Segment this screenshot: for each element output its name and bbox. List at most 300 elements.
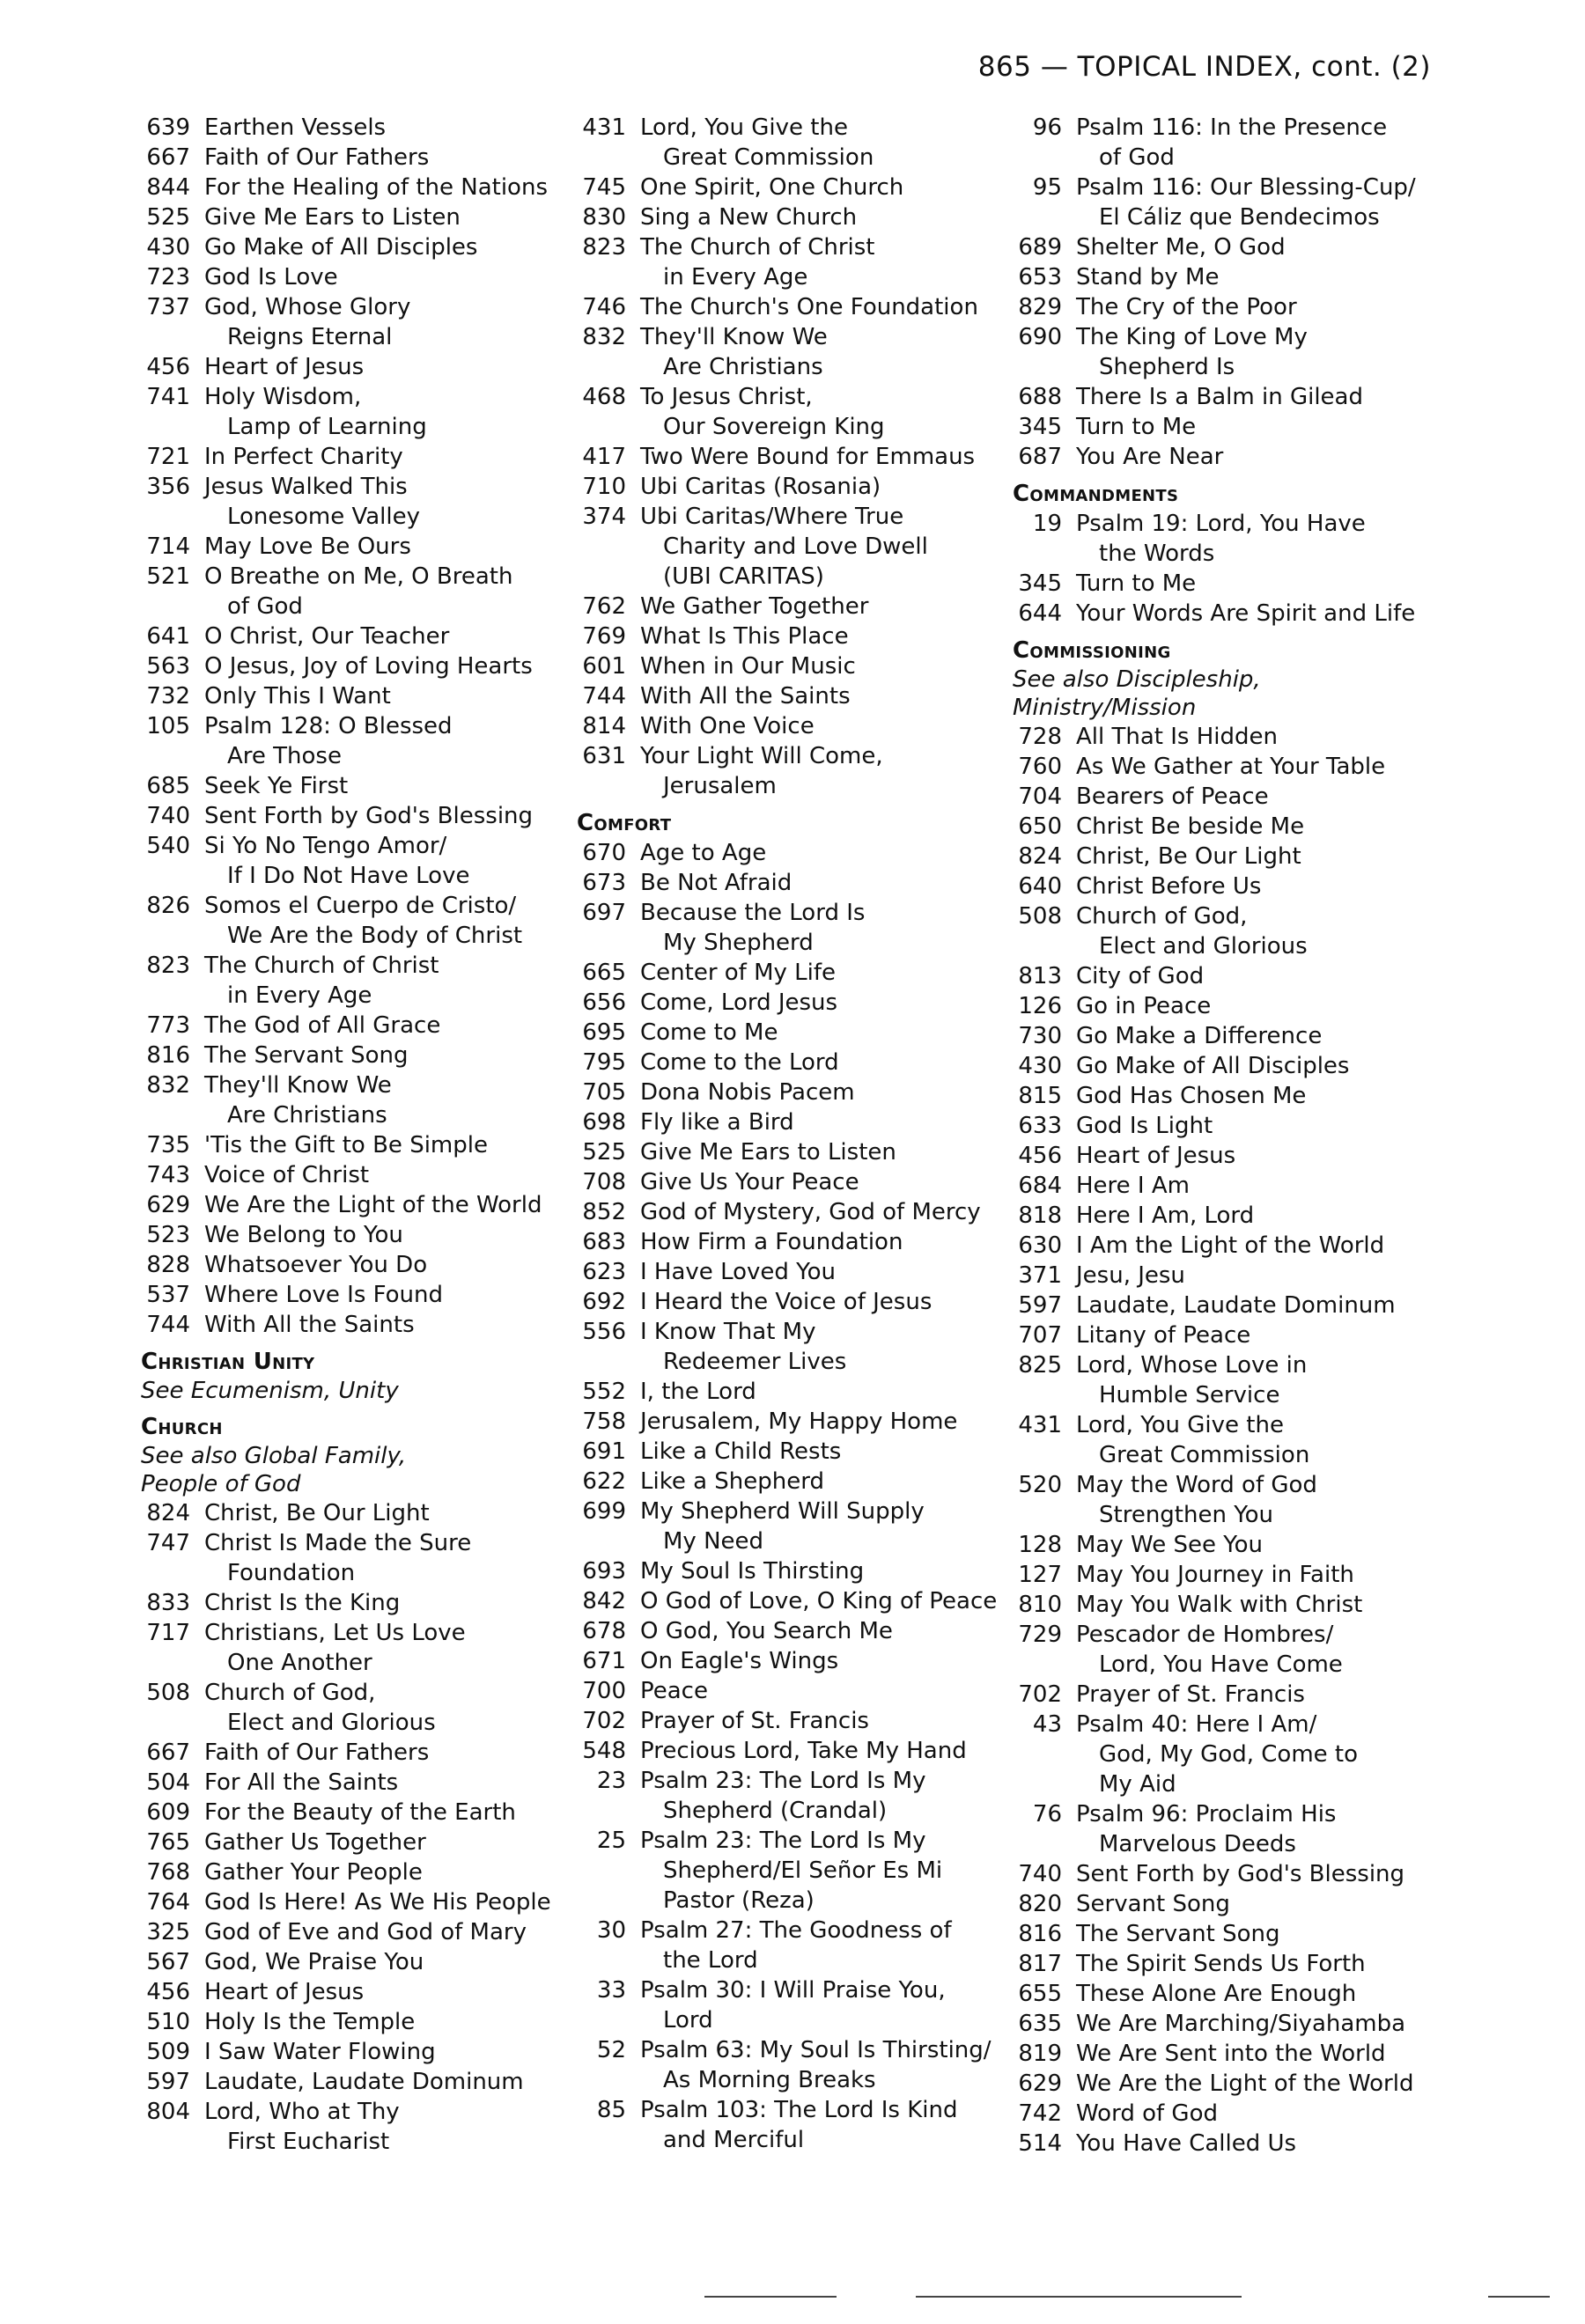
hymn-title: O Jesus, Joy of Loving Hearts bbox=[204, 653, 533, 680]
hymn-number: 650 bbox=[1018, 813, 1062, 840]
hymn-number: 702 bbox=[1018, 1681, 1062, 1708]
hymn-number: 356 bbox=[146, 474, 190, 500]
index-entry bbox=[1013, 842, 1471, 872]
hymn-title: Whatsoever You Do bbox=[204, 1252, 428, 1278]
hymn-number: 804 bbox=[146, 2099, 190, 2125]
hymn-number: 688 bbox=[1018, 384, 1062, 410]
hymn-number: 325 bbox=[146, 1919, 190, 1945]
hymn-title: Christ, Be Our Light bbox=[1076, 843, 1301, 870]
hymn-title: God Is Light bbox=[1076, 1113, 1213, 1139]
index-entry bbox=[141, 1070, 599, 1130]
hymn-number: 673 bbox=[582, 870, 626, 896]
hymn-number: 597 bbox=[1018, 1292, 1062, 1319]
hymn-number: 819 bbox=[1018, 2041, 1062, 2067]
index-entry bbox=[577, 1377, 1035, 1407]
hymn-number: 743 bbox=[146, 1162, 190, 1188]
hymn-number: 714 bbox=[146, 533, 190, 560]
hymn-number: 704 bbox=[1018, 783, 1062, 810]
hymn-number: 52 bbox=[596, 2037, 626, 2063]
index-entry bbox=[141, 1528, 599, 1588]
hymn-title: We Belong to You bbox=[204, 1222, 403, 1248]
hymn-number: 687 bbox=[1018, 444, 1062, 470]
hymn-title: Jesu, Jesu bbox=[1076, 1262, 1185, 1289]
hymn-title: God, Whose Glory bbox=[204, 294, 411, 320]
index-entry bbox=[141, 2067, 599, 2097]
index-entry bbox=[1013, 1680, 1471, 1710]
topic-heading: Christian Unity bbox=[141, 1349, 315, 1375]
hymn-title: You Are Near bbox=[1076, 444, 1224, 470]
hymn-number: 728 bbox=[1018, 724, 1062, 750]
hymn-title: With All the Saints bbox=[204, 1312, 415, 1338]
hymn-number: 510 bbox=[146, 2009, 190, 2035]
index-entry bbox=[577, 1437, 1035, 1467]
hymn-number: 508 bbox=[1018, 903, 1062, 930]
index-entry bbox=[141, 1130, 599, 1160]
index-entry bbox=[577, 502, 1035, 592]
hymn-number: 630 bbox=[1018, 1232, 1062, 1259]
hymn-number: 684 bbox=[1018, 1173, 1062, 1199]
index-entry bbox=[1013, 113, 1471, 173]
hymn-number: 826 bbox=[146, 893, 190, 919]
index-entry bbox=[577, 1646, 1035, 1676]
hymn-number: 509 bbox=[146, 2039, 190, 2065]
hymn-number: 689 bbox=[1018, 234, 1062, 261]
hymn-number: 692 bbox=[582, 1289, 626, 1315]
hymn-title: 'Tis the Gift to Be Simple bbox=[204, 1132, 488, 1158]
hymn-title-continuation: My Shepherd bbox=[663, 930, 814, 956]
hymn-number: 525 bbox=[146, 204, 190, 231]
hymn-title: The God of All Grace bbox=[204, 1012, 441, 1039]
index-entry bbox=[1013, 1261, 1471, 1291]
index-entry bbox=[1013, 1111, 1471, 1141]
index-entry bbox=[141, 1768, 599, 1798]
hymn-title: In Perfect Charity bbox=[204, 444, 403, 470]
hymn-title: Word of God bbox=[1076, 2100, 1218, 2127]
index-entry bbox=[141, 1678, 599, 1738]
hymn-number: 832 bbox=[582, 324, 626, 350]
hymn-number: 705 bbox=[582, 1079, 626, 1106]
hymn-title: O God, You Search Me bbox=[640, 1618, 893, 1644]
hymn-number: 820 bbox=[1018, 1891, 1062, 1917]
hymn-number: 823 bbox=[582, 234, 626, 261]
hymn-number: 735 bbox=[146, 1132, 190, 1158]
hymn-title: The Church's One Foundation bbox=[640, 294, 978, 320]
hymn-number: 552 bbox=[582, 1379, 626, 1405]
hymn-number: 95 bbox=[1032, 174, 1062, 201]
index-entry bbox=[1013, 1919, 1471, 1949]
index-entry bbox=[1013, 173, 1471, 232]
hymn-title-continuation: We Are the Body of Christ bbox=[227, 923, 523, 949]
hymn-title: Psalm 23: The Lord Is My bbox=[640, 1828, 926, 1854]
index-entry bbox=[577, 651, 1035, 681]
hymn-title: Faith of Our Fathers bbox=[204, 1739, 430, 1766]
index-entry bbox=[1013, 1231, 1471, 1261]
hymn-title: Precious Lord, Take My Hand bbox=[640, 1738, 967, 1764]
hymn-title: These Alone Are Enough bbox=[1076, 1981, 1357, 2007]
index-entry bbox=[1013, 569, 1471, 599]
hymn-number: 468 bbox=[582, 384, 626, 410]
hymn-title: Lord, Who at Thy bbox=[204, 2099, 400, 2125]
hymn-title: Christ Is the King bbox=[204, 1590, 401, 1616]
index-entry bbox=[577, 1556, 1035, 1586]
hymn-number: 816 bbox=[146, 1042, 190, 1069]
hymn-number: 653 bbox=[1018, 264, 1062, 290]
hymn-title: They'll Know We bbox=[640, 324, 828, 350]
hymn-number: 747 bbox=[146, 1530, 190, 1556]
hymn-title: God, We Praise You bbox=[204, 1949, 424, 1975]
hymn-title: Turn to Me bbox=[1076, 414, 1197, 440]
hymn-title: Shelter Me, O God bbox=[1076, 234, 1286, 261]
hymn-number: 810 bbox=[1018, 1592, 1062, 1618]
index-entry bbox=[141, 1160, 599, 1190]
index-entry bbox=[141, 562, 599, 621]
index-entry bbox=[1013, 2009, 1471, 2039]
index-entry bbox=[577, 173, 1035, 202]
hymn-title: Go Make a Difference bbox=[1076, 1023, 1323, 1049]
hymn-number: 128 bbox=[1018, 1532, 1062, 1558]
hymn-title: Christ, Be Our Light bbox=[204, 1500, 430, 1526]
see-also-note: See also Discipleship, bbox=[1013, 666, 1261, 693]
hymn-number: 635 bbox=[1018, 2011, 1062, 2037]
hymn-title-continuation: Great Commission bbox=[1099, 1442, 1310, 1468]
index-entry bbox=[141, 651, 599, 681]
hymn-number: 504 bbox=[146, 1769, 190, 1796]
hymn-title: As We Gather at Your Table bbox=[1076, 754, 1386, 780]
hymn-number: 640 bbox=[1018, 873, 1062, 900]
hymn-title: Be Not Afraid bbox=[640, 870, 792, 896]
index-entry bbox=[577, 1317, 1035, 1377]
hymn-title: I Am the Light of the World bbox=[1076, 1232, 1385, 1259]
index-entry bbox=[1013, 1320, 1471, 1350]
index-entry bbox=[141, 1917, 599, 1947]
index-entry bbox=[1013, 442, 1471, 472]
index-entry bbox=[141, 1618, 599, 1678]
index-entry bbox=[141, 801, 599, 831]
hymn-title: Give Us Your Peace bbox=[640, 1169, 859, 1195]
hymn-title: Lord, You Give the bbox=[1076, 1412, 1284, 1438]
index-entry bbox=[141, 1947, 599, 1977]
index-entry bbox=[577, 1077, 1035, 1107]
hymn-number: 23 bbox=[596, 1768, 626, 1794]
hymn-title: My Soul Is Thirsting bbox=[640, 1558, 865, 1585]
hymn-title-continuation: the Words bbox=[1099, 541, 1215, 567]
index-entry bbox=[1013, 1979, 1471, 2009]
index-entry bbox=[141, 2097, 599, 2157]
index-entry bbox=[577, 592, 1035, 621]
hymn-title: To Jesus Christ, bbox=[640, 384, 813, 410]
page-header bbox=[978, 51, 1431, 83]
hymn-number: 629 bbox=[146, 1192, 190, 1218]
hymn-title-continuation: Shepherd (Crandal) bbox=[663, 1798, 888, 1824]
index-entry bbox=[141, 1011, 599, 1041]
index-entry bbox=[141, 1220, 599, 1250]
hymn-title-continuation: and Merciful bbox=[663, 2127, 805, 2153]
hymn-title-continuation: Marvelous Deeds bbox=[1099, 1831, 1296, 1857]
hymn-number: 842 bbox=[582, 1588, 626, 1614]
index-entry bbox=[1013, 1021, 1471, 1051]
index-entry bbox=[577, 442, 1035, 472]
index-entry bbox=[577, 322, 1035, 382]
hymn-title: Because the Lord Is bbox=[640, 900, 866, 926]
hymn-title: O Breathe on Me, O Breath bbox=[204, 563, 513, 590]
hymn-number: 374 bbox=[582, 504, 626, 530]
hymn-number: 667 bbox=[146, 1739, 190, 1766]
hymn-number: 769 bbox=[582, 623, 626, 650]
hymn-number: 768 bbox=[146, 1859, 190, 1886]
hymn-number: 745 bbox=[582, 174, 626, 201]
hymn-number: 641 bbox=[146, 623, 190, 650]
hymn-number: 520 bbox=[1018, 1472, 1062, 1498]
hymn-number: 813 bbox=[1018, 963, 1062, 989]
index-entry bbox=[577, 1706, 1035, 1736]
hymn-title: Laudate, Laudate Dominum bbox=[1076, 1292, 1396, 1319]
hymn-title: The Church of Christ bbox=[204, 952, 439, 979]
index-entry bbox=[1013, 322, 1471, 382]
hymn-title: We Are the Light of the World bbox=[1076, 2070, 1414, 2097]
index-entry bbox=[1013, 1141, 1471, 1171]
index-entry bbox=[141, 202, 599, 232]
hymn-number: 540 bbox=[146, 833, 190, 859]
hymn-number: 665 bbox=[582, 960, 626, 986]
hymn-title: There Is a Balm in Gilead bbox=[1076, 384, 1363, 410]
hymn-title-continuation: Are Christians bbox=[227, 1102, 387, 1129]
hymn-number: 742 bbox=[1018, 2100, 1062, 2127]
hymn-title: On Eagle's Wings bbox=[640, 1648, 839, 1674]
index-entry bbox=[577, 838, 1035, 868]
index-entry bbox=[1013, 509, 1471, 569]
hymn-title: May You Journey in Faith bbox=[1076, 1562, 1354, 1588]
hymn-title: Prayer of St. Francis bbox=[1076, 1681, 1305, 1708]
hymn-title: Heart of Jesus bbox=[204, 1979, 365, 2005]
index-entry bbox=[577, 1407, 1035, 1437]
hymn-title: Church of God, bbox=[1076, 903, 1248, 930]
hymn-number: 824 bbox=[146, 1500, 190, 1526]
hymn-number: 417 bbox=[582, 444, 626, 470]
hymn-title: Psalm 96: Proclaim His bbox=[1076, 1801, 1337, 1828]
hymn-number: 456 bbox=[146, 1979, 190, 2005]
index-entry bbox=[577, 988, 1035, 1018]
hymn-number: 773 bbox=[146, 1012, 190, 1039]
hymn-title: Center of My Life bbox=[640, 960, 837, 986]
hymn-title: Ubi Caritas/Where True bbox=[640, 504, 904, 530]
index-entry bbox=[141, 1738, 599, 1768]
hymn-title: Psalm 128: O Blessed bbox=[204, 713, 453, 739]
index-entry bbox=[577, 1826, 1035, 1916]
index-entry bbox=[141, 831, 599, 891]
hymn-number: 697 bbox=[582, 900, 626, 926]
index-entry bbox=[1013, 1201, 1471, 1231]
hymn-number: 764 bbox=[146, 1889, 190, 1916]
hymn-title: The King of Love My bbox=[1076, 324, 1308, 350]
hymn-number: 597 bbox=[146, 2069, 190, 2095]
hymn-title: Heart of Jesus bbox=[1076, 1143, 1236, 1169]
index-entry bbox=[141, 262, 599, 292]
index-entry bbox=[1013, 2099, 1471, 2129]
index-entry bbox=[1013, 872, 1471, 901]
hymn-title: I Saw Water Flowing bbox=[204, 2039, 436, 2065]
index-column-1 bbox=[141, 113, 599, 2157]
index-entry bbox=[1013, 599, 1471, 629]
hymn-title: Lord, You Give the bbox=[640, 114, 848, 141]
hymn-title: Psalm 27: The Goodness of bbox=[640, 1917, 952, 1944]
see-also-note: Ministry/Mission bbox=[1013, 695, 1197, 721]
hymn-title: When in Our Music bbox=[640, 653, 856, 680]
hymn-title: I Know That My bbox=[640, 1319, 816, 1345]
hymn-title: One Spirit, One Church bbox=[640, 174, 904, 201]
index-entry bbox=[577, 2095, 1035, 2155]
hymn-number: 456 bbox=[1018, 1143, 1062, 1169]
hymn-number: 685 bbox=[146, 773, 190, 799]
index-entry bbox=[141, 1887, 599, 1917]
hymn-title: City of God bbox=[1076, 963, 1205, 989]
index-entry bbox=[1013, 812, 1471, 842]
index-entry bbox=[141, 771, 599, 801]
hymn-title: O God of Love, O King of Peace bbox=[640, 1588, 998, 1614]
hymn-number: 817 bbox=[1018, 1951, 1062, 1977]
hymn-title: Lord, Whose Love in bbox=[1076, 1352, 1308, 1379]
index-entry bbox=[577, 621, 1035, 651]
hymn-title: Stand by Me bbox=[1076, 264, 1220, 290]
hymn-title: Faith of Our Fathers bbox=[204, 144, 430, 171]
hymn-number: 828 bbox=[146, 1252, 190, 1278]
hymn-title: God Has Chosen Me bbox=[1076, 1083, 1307, 1109]
index-entry bbox=[141, 143, 599, 173]
hymn-title: Christ Is Made the Sure bbox=[204, 1530, 472, 1556]
hymn-title: Christians, Let Us Love bbox=[204, 1620, 466, 1646]
index-entry bbox=[1013, 1171, 1471, 1201]
hymn-title: The Spirit Sends Us Forth bbox=[1076, 1951, 1366, 1977]
hymn-title: Give Me Ears to Listen bbox=[640, 1139, 896, 1166]
hymn-number: 430 bbox=[1018, 1053, 1062, 1079]
hymn-number: 430 bbox=[146, 234, 190, 261]
index-entry bbox=[1013, 1710, 1471, 1799]
hymn-number: 710 bbox=[582, 474, 626, 500]
hymn-title: Psalm 63: My Soul Is Thirsting/ bbox=[640, 2037, 992, 2063]
index-entry bbox=[577, 2035, 1035, 2095]
index-entry bbox=[577, 1467, 1035, 1497]
hymn-number: 698 bbox=[582, 1109, 626, 1136]
index-entry bbox=[141, 1280, 599, 1310]
topic-heading: Church bbox=[141, 1414, 223, 1440]
index-entry bbox=[1013, 901, 1471, 961]
index-entry bbox=[141, 951, 599, 1011]
hymn-title: For the Beauty of the Earth bbox=[204, 1799, 516, 1826]
hymn-title: Like a Child Rests bbox=[640, 1438, 842, 1465]
hymn-title: With One Voice bbox=[640, 713, 815, 739]
hymn-number: 667 bbox=[146, 144, 190, 171]
hymn-title-continuation: First Eucharist bbox=[227, 2129, 390, 2155]
hymn-title-continuation: Elect and Glorious bbox=[1099, 933, 1308, 960]
hymn-title: Gather Us Together bbox=[204, 1829, 426, 1856]
hymn-title-continuation: Lord, You Have Come bbox=[1099, 1651, 1343, 1678]
hymn-number: 521 bbox=[146, 563, 190, 590]
hymn-number: 852 bbox=[582, 1199, 626, 1225]
hymn-title: May the Word of God bbox=[1076, 1472, 1317, 1498]
hymn-title-continuation: the Lord bbox=[663, 1947, 758, 1974]
hymn-title: God of Eve and God of Mary bbox=[204, 1919, 527, 1945]
hymn-number: 693 bbox=[582, 1558, 626, 1585]
hymn-title: Pescador de Hombres/ bbox=[1076, 1622, 1334, 1648]
hymn-number: 832 bbox=[146, 1072, 190, 1099]
index-entry bbox=[577, 1227, 1035, 1257]
hymn-number: 717 bbox=[146, 1620, 190, 1646]
hymn-number: 758 bbox=[582, 1408, 626, 1435]
hymn-number: 431 bbox=[1018, 1412, 1062, 1438]
hymn-number: 744 bbox=[146, 1312, 190, 1338]
hymn-number: 609 bbox=[146, 1799, 190, 1826]
hymn-title: Ubi Caritas (Rosania) bbox=[640, 474, 881, 500]
hymn-title: May Love Be Ours bbox=[204, 533, 411, 560]
hymn-title: Gather Your People bbox=[204, 1859, 423, 1886]
page-title: — TOPICAL INDEX, cont. (2) bbox=[1040, 51, 1431, 83]
hymn-title: We Gather Together bbox=[640, 593, 869, 620]
hymn-title: Only This I Want bbox=[204, 683, 391, 710]
hymn-title: For the Healing of the Nations bbox=[204, 174, 548, 201]
hymn-title-continuation: Shepherd Is bbox=[1099, 354, 1235, 380]
hymn-number: 707 bbox=[1018, 1322, 1062, 1349]
hymn-title: How Firm a Foundation bbox=[640, 1229, 903, 1255]
hymn-title-continuation: in Every Age bbox=[227, 982, 372, 1009]
hymn-number: 795 bbox=[582, 1049, 626, 1076]
hymn-title: Age to Age bbox=[640, 840, 767, 866]
hymn-title: May We See You bbox=[1076, 1532, 1264, 1558]
hymn-number: 671 bbox=[582, 1648, 626, 1674]
hymn-title: Turn to Me bbox=[1076, 570, 1197, 597]
hymn-title: Fly like a Bird bbox=[640, 1109, 794, 1136]
index-entry bbox=[1013, 382, 1471, 412]
index-column-3 bbox=[1013, 113, 1471, 2159]
index-entry bbox=[577, 1048, 1035, 1077]
index-entry bbox=[141, 621, 599, 651]
hymn-title: The Church of Christ bbox=[640, 234, 875, 261]
hymn-title-continuation: My Aid bbox=[1099, 1771, 1176, 1798]
index-entry bbox=[1013, 292, 1471, 322]
hymn-number: 670 bbox=[582, 840, 626, 866]
index-entry bbox=[577, 113, 1035, 173]
hymn-number: 371 bbox=[1018, 1262, 1062, 1289]
index-entry bbox=[1013, 1590, 1471, 1620]
hymn-title: Where Love Is Found bbox=[204, 1282, 444, 1308]
index-entry bbox=[141, 681, 599, 711]
hymn-number: 741 bbox=[146, 384, 190, 410]
hymn-title: The Cry of the Poor bbox=[1076, 294, 1297, 320]
index-entry bbox=[141, 472, 599, 532]
see-also-note: See also Global Family, bbox=[141, 1443, 407, 1469]
hymn-title-continuation: Lord bbox=[663, 2007, 713, 2034]
hymn-number: 833 bbox=[146, 1590, 190, 1616]
index-entry bbox=[577, 1586, 1035, 1616]
hymn-title: Christ Before Us bbox=[1076, 873, 1262, 900]
hymn-number: 830 bbox=[582, 204, 626, 231]
hymn-number: 567 bbox=[146, 1949, 190, 1975]
topic-heading: Commissioning bbox=[1013, 637, 1171, 664]
footer-rule bbox=[1488, 2296, 1550, 2298]
hymn-title: Bearers of Peace bbox=[1076, 783, 1269, 810]
index-entry bbox=[1013, 412, 1471, 442]
index-entry bbox=[141, 1857, 599, 1887]
hymn-number: 740 bbox=[1018, 1861, 1062, 1887]
index-entry bbox=[577, 711, 1035, 741]
index-entry bbox=[1013, 1889, 1471, 1919]
hymn-title: Psalm 19: Lord, You Have bbox=[1076, 511, 1366, 537]
hymn-title: Come to the Lord bbox=[640, 1049, 839, 1076]
hymn-number: 825 bbox=[1018, 1352, 1062, 1379]
hymn-number: 96 bbox=[1032, 114, 1062, 141]
index-entry bbox=[577, 898, 1035, 958]
hymn-number: 700 bbox=[582, 1678, 626, 1704]
hymn-title: Psalm 116: Our Blessing-Cup/ bbox=[1076, 174, 1416, 201]
index-entry bbox=[141, 1798, 599, 1828]
